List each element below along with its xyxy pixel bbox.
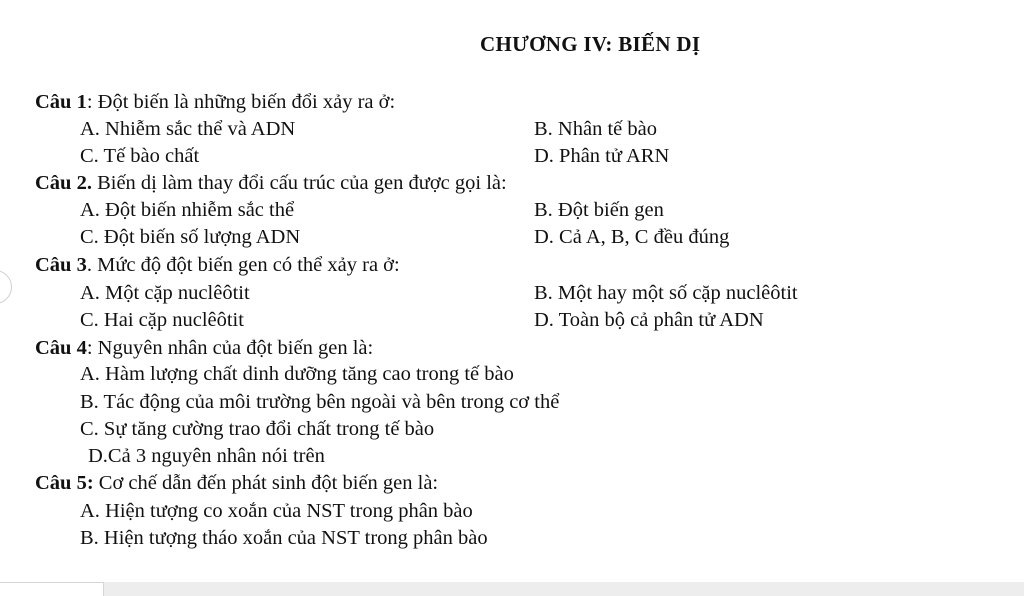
question-3-option-a: A. Một cặp nuclêôtit (80, 282, 250, 304)
question-3-option-b: B. Một hay một số cặp nuclêôtit (534, 282, 798, 304)
question-1-option-d: D. Phân tử ARN (534, 145, 670, 167)
question-5-option-b: B. Hiện tượng tháo xoắn của NST trong phân bào (80, 527, 488, 549)
question-1 (35, 90, 395, 114)
question-3 (35, 253, 400, 277)
question-3-option-d: D. Toàn bộ cả phân tử ADN (534, 309, 764, 331)
chapter-title: CHƯƠNG IV: BIẾN DỊ (480, 32, 701, 56)
question-4-option-b: B. Tác động của môi trường bên ngoài và bên trong cơ thể (80, 391, 560, 413)
question-2-option-a: A. Đột biến nhiễm sắc thể (80, 199, 295, 221)
question-2-option-d: D. Cả A, B, C đều đúng (534, 226, 730, 248)
question-3-option-c: C. Hai cặp nuclêôtit (80, 309, 244, 331)
scroll-indicator-arc (0, 270, 12, 304)
question-4-option-c: C. Sự tăng cường trao đổi chất trong tế bào (80, 418, 435, 440)
question-2-option-b: B. Đột biến gen (534, 199, 664, 221)
question-5 (35, 471, 438, 495)
question-3-text: . Mức độ đột biến gen có thể xảy ra ở: (86, 254, 400, 276)
question-1-label: Câu 1 (35, 91, 87, 113)
question-5-text: Cơ chế dẫn đến phát sinh đột biến gen là: (93, 472, 439, 494)
question-1-option-b: B. Nhân tế bào (534, 118, 657, 140)
question-4-text: : Nguyên nhân của đột biến gen là: (86, 337, 374, 359)
question-2-label: Câu 2. (35, 172, 92, 194)
question-2 (35, 171, 507, 195)
question-4 (35, 336, 373, 360)
question-2-text: Biến dị làm thay đổi cấu trúc của gen được gọi là: (91, 172, 507, 194)
question-1-text: Đột biến là những biến đổi xảy ra ở: (92, 91, 396, 113)
question-5-option-a: A. Hiện tượng co xoắn của NST trong phân bào (80, 500, 473, 522)
question-2-option-c: C. Đột biến số lượng ADN (80, 226, 301, 248)
question-4-option-a: A. Hàm lượng chất dinh dưỡng tăng cao trong tế bào (80, 363, 514, 385)
question-1-option-a: A. Nhiễm sắc thể và ADN (80, 118, 296, 140)
question-5-label: Câu 5: (35, 472, 94, 494)
bottom-page-gap (0, 582, 1024, 596)
question-3-label: Câu 3 (35, 254, 87, 276)
next-page-edge (0, 582, 104, 596)
question-1-option-c: C. Tế bào chất (80, 145, 200, 167)
question-4-option-d: D.Cả 3 nguyên nhân nói trên (88, 445, 325, 467)
question-1-sep: : (86, 91, 93, 113)
question-4-label: Câu 4 (35, 337, 87, 359)
